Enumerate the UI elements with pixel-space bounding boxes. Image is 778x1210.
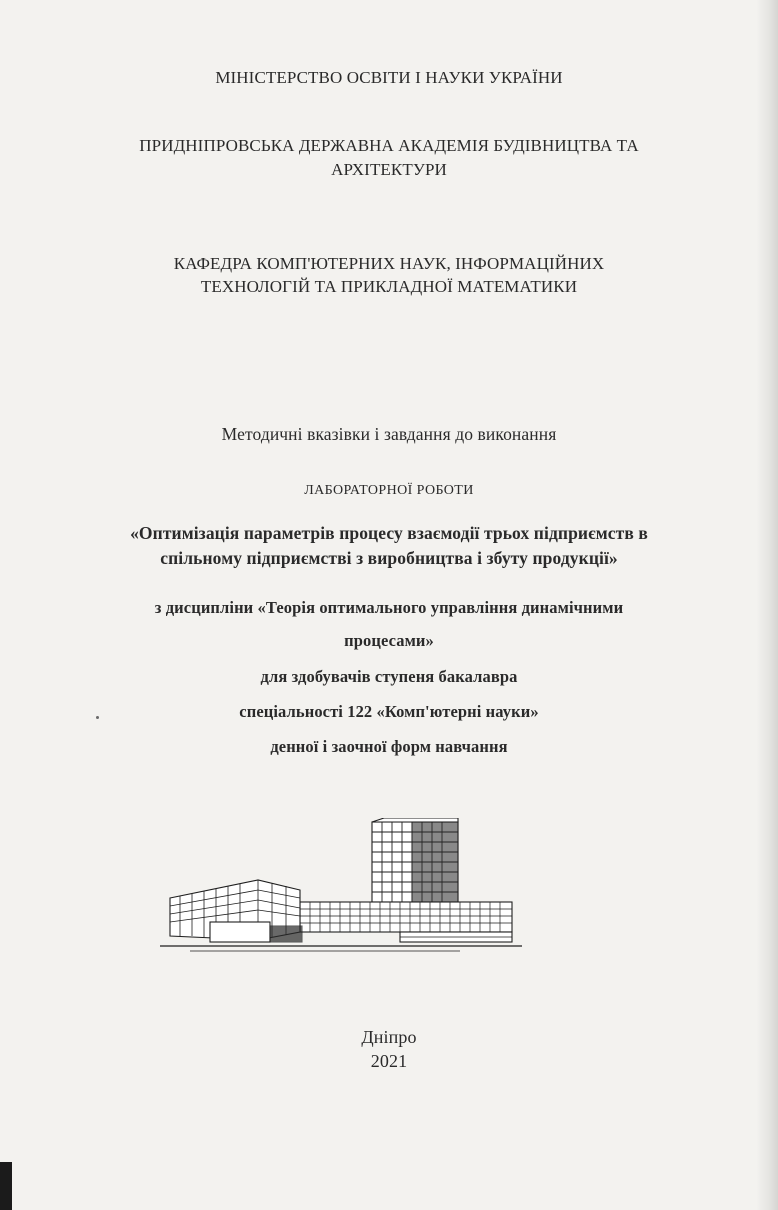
ministry-heading: МІНІСТЕРСТВО ОСВІТИ І НАУКИ УКРАЇНИ — [215, 68, 563, 87]
city-name: Дніпро — [361, 1027, 417, 1047]
academy-building-illustration — [160, 818, 522, 958]
academy-heading-line1: ПРИДНІПРОВСЬКА ДЕРЖАВНА АКАДЕМІЯ БУДІВНИЦТВА ТА — [139, 136, 639, 155]
discipline-line1: з дисципліни «Теорія оптимального управління динамічними — [154, 598, 624, 617]
department-heading-line2: ТЕХНОЛОГІЙ ТА ПРИКЛАДНОЇ МАТЕМАТИКИ — [200, 277, 578, 296]
academy-heading-line2: АРХІТЕКТУРИ — [331, 160, 447, 179]
scan-edge-mark — [0, 1162, 12, 1210]
department-heading-line1: КАФЕДРА КОМП'ЮТЕРНИХ НАУК, ІНФОРМАЦІЙНИХ — [173, 254, 605, 273]
guidelines-text: Методичні вказівки і завдання до виконання — [221, 424, 557, 444]
specialty-line: спеціальності 122 «Комп'ютерні науки» — [239, 702, 539, 721]
lab-work-heading: ЛАБОРАТОРНОЇ РОБОТИ — [304, 483, 474, 498]
study-forms-line: денної і заочної форм навчання — [270, 737, 508, 756]
work-title-line2: спільному підприємстві з виробництва і збуту продукції» — [160, 548, 618, 568]
publication-year: 2021 — [370, 1051, 408, 1071]
work-title-line1: «Оптимізація параметрів процесу взаємодії трьох підприємств в — [130, 523, 648, 543]
students-line: для здобувачів ступеня бакалавра — [260, 667, 518, 686]
scan-edge-shadow — [756, 0, 778, 1210]
discipline-line2: процесами» — [344, 631, 434, 650]
scan-speck — [96, 716, 99, 719]
